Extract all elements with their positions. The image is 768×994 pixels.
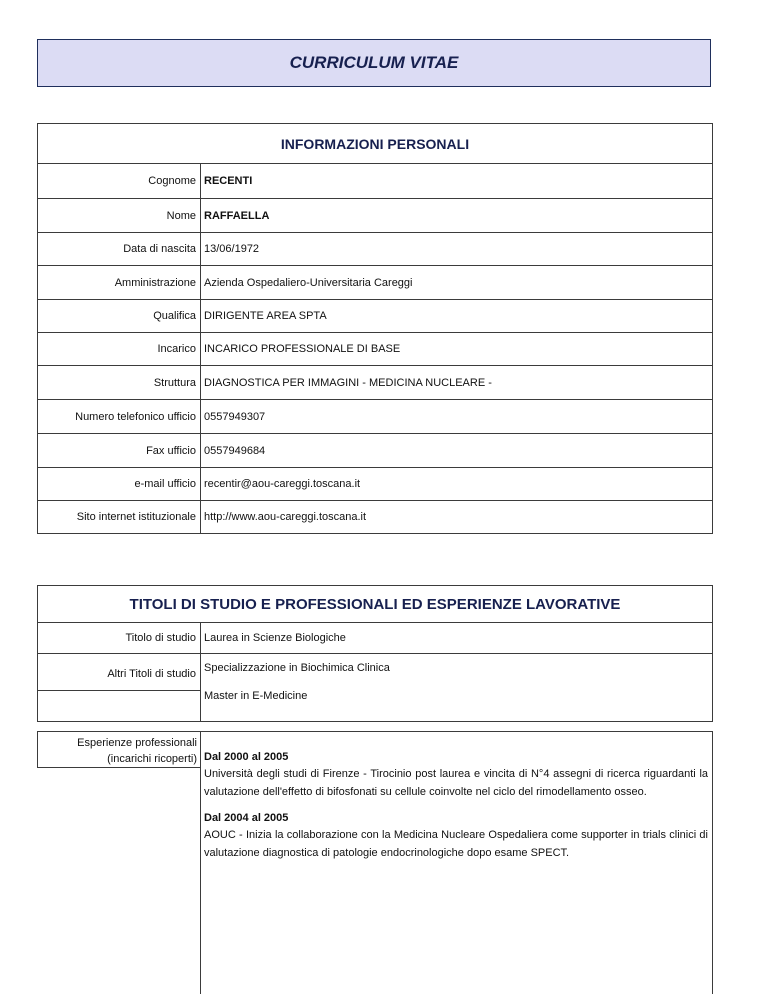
personal-info-row (38, 366, 712, 400)
field-value: 0557949307 (204, 410, 266, 423)
experience-period: Dal 2000 al 2005 (204, 751, 289, 763)
altri-titoli-values (200, 654, 712, 721)
experience-entry (204, 750, 708, 801)
personal-info-row (38, 468, 712, 501)
field-label: Cognome (38, 164, 201, 198)
personal-info-row (38, 164, 712, 199)
field-value: Azienda Ospedaliero-Universitaria Careggi (204, 276, 413, 289)
field-value: RECENTI (204, 175, 253, 187)
field-value: 13/06/1972 (204, 243, 260, 255)
personal-info-row (38, 434, 712, 468)
personal-info-row (38, 501, 712, 533)
experience-content (200, 731, 713, 994)
experience-label-line1: Esperienze professionali (77, 737, 197, 749)
field-value: RAFFAELLA (204, 209, 270, 222)
personal-info-row (38, 233, 712, 266)
personal-info-row (38, 333, 712, 366)
field-label: Data di nascita (38, 233, 201, 265)
altri-titoli-row (38, 654, 712, 721)
field-value: http://www.aou-careggi.toscana.it (204, 511, 367, 523)
field-value: DIAGNOSTICA PER IMMAGINI - MEDICINA NUCLEARE - (204, 376, 492, 389)
personal-info-row (38, 266, 712, 300)
field-label: Fax ufficio (38, 434, 201, 467)
titolo-row (38, 623, 712, 654)
studies-table (37, 585, 713, 722)
field-label: Struttura (38, 366, 201, 399)
experience-text: AOUC - Inizia la collaborazione con la Medicina Nucleare Ospedaliera come supporter in trials clinici di valutazione diagnostica di patologie endocrinologiche dopo esame SPECT. (204, 829, 708, 859)
personal-info-table (37, 123, 713, 534)
experience-label (37, 731, 201, 768)
field-label: Qualifica (38, 300, 201, 332)
experience-text: Università degli studi di Firenze - Tirocinio post laurea e vincita di N°4 assegni di ricerca riguardanti la valutazione dell'effetto di bifosfonati su cellule coinvolte nel ciclo del rimodellamento osseo. (204, 768, 708, 798)
field-label: Sito internet istituzionale (38, 501, 201, 533)
field-value: INCARICO PROFESSIONALE DI BASE (204, 343, 401, 355)
altri-titoli-value-1: Specializzazione in Biochimica Clinica (204, 662, 390, 674)
personal-info-row (38, 300, 712, 333)
cv-title-box (37, 39, 711, 87)
altri-titoli-value-2: Master in E-Medicine (204, 690, 308, 702)
field-value: 0557949684 (204, 444, 266, 457)
personal-info-row (38, 400, 712, 434)
studies-header: TITOLI DI STUDIO E PROFESSIONALI ED ESPERIENZE LAVORATIVE (38, 586, 712, 623)
field-label: Incarico (38, 333, 201, 365)
field-label: e-mail ufficio (38, 468, 201, 500)
experience-period: Dal 2004 al 2005 (204, 812, 289, 824)
personal-info-header: INFORMAZIONI PERSONALI (38, 124, 712, 164)
altri-titoli-label: Altri Titoli di studio (38, 654, 201, 691)
cv-title: CURRICULUM VITAE (289, 53, 459, 72)
experience-section (37, 731, 713, 994)
field-value: recentir@aou-careggi.toscana.it (204, 478, 361, 490)
personal-info-rows (38, 164, 712, 533)
field-value: DIRIGENTE AREA SPTA (204, 310, 327, 322)
field-label: Amministrazione (38, 266, 201, 299)
field-label: Nome (38, 199, 201, 232)
experience-entry (204, 811, 708, 862)
experience-label-line2: (incarichi ricoperti) (107, 753, 197, 765)
titolo-value: Laurea in Scienze Biologiche (204, 632, 346, 644)
field-label: Numero telefonico ufficio (38, 400, 201, 433)
personal-info-row (38, 199, 712, 233)
titolo-label: Titolo di studio (38, 623, 201, 653)
